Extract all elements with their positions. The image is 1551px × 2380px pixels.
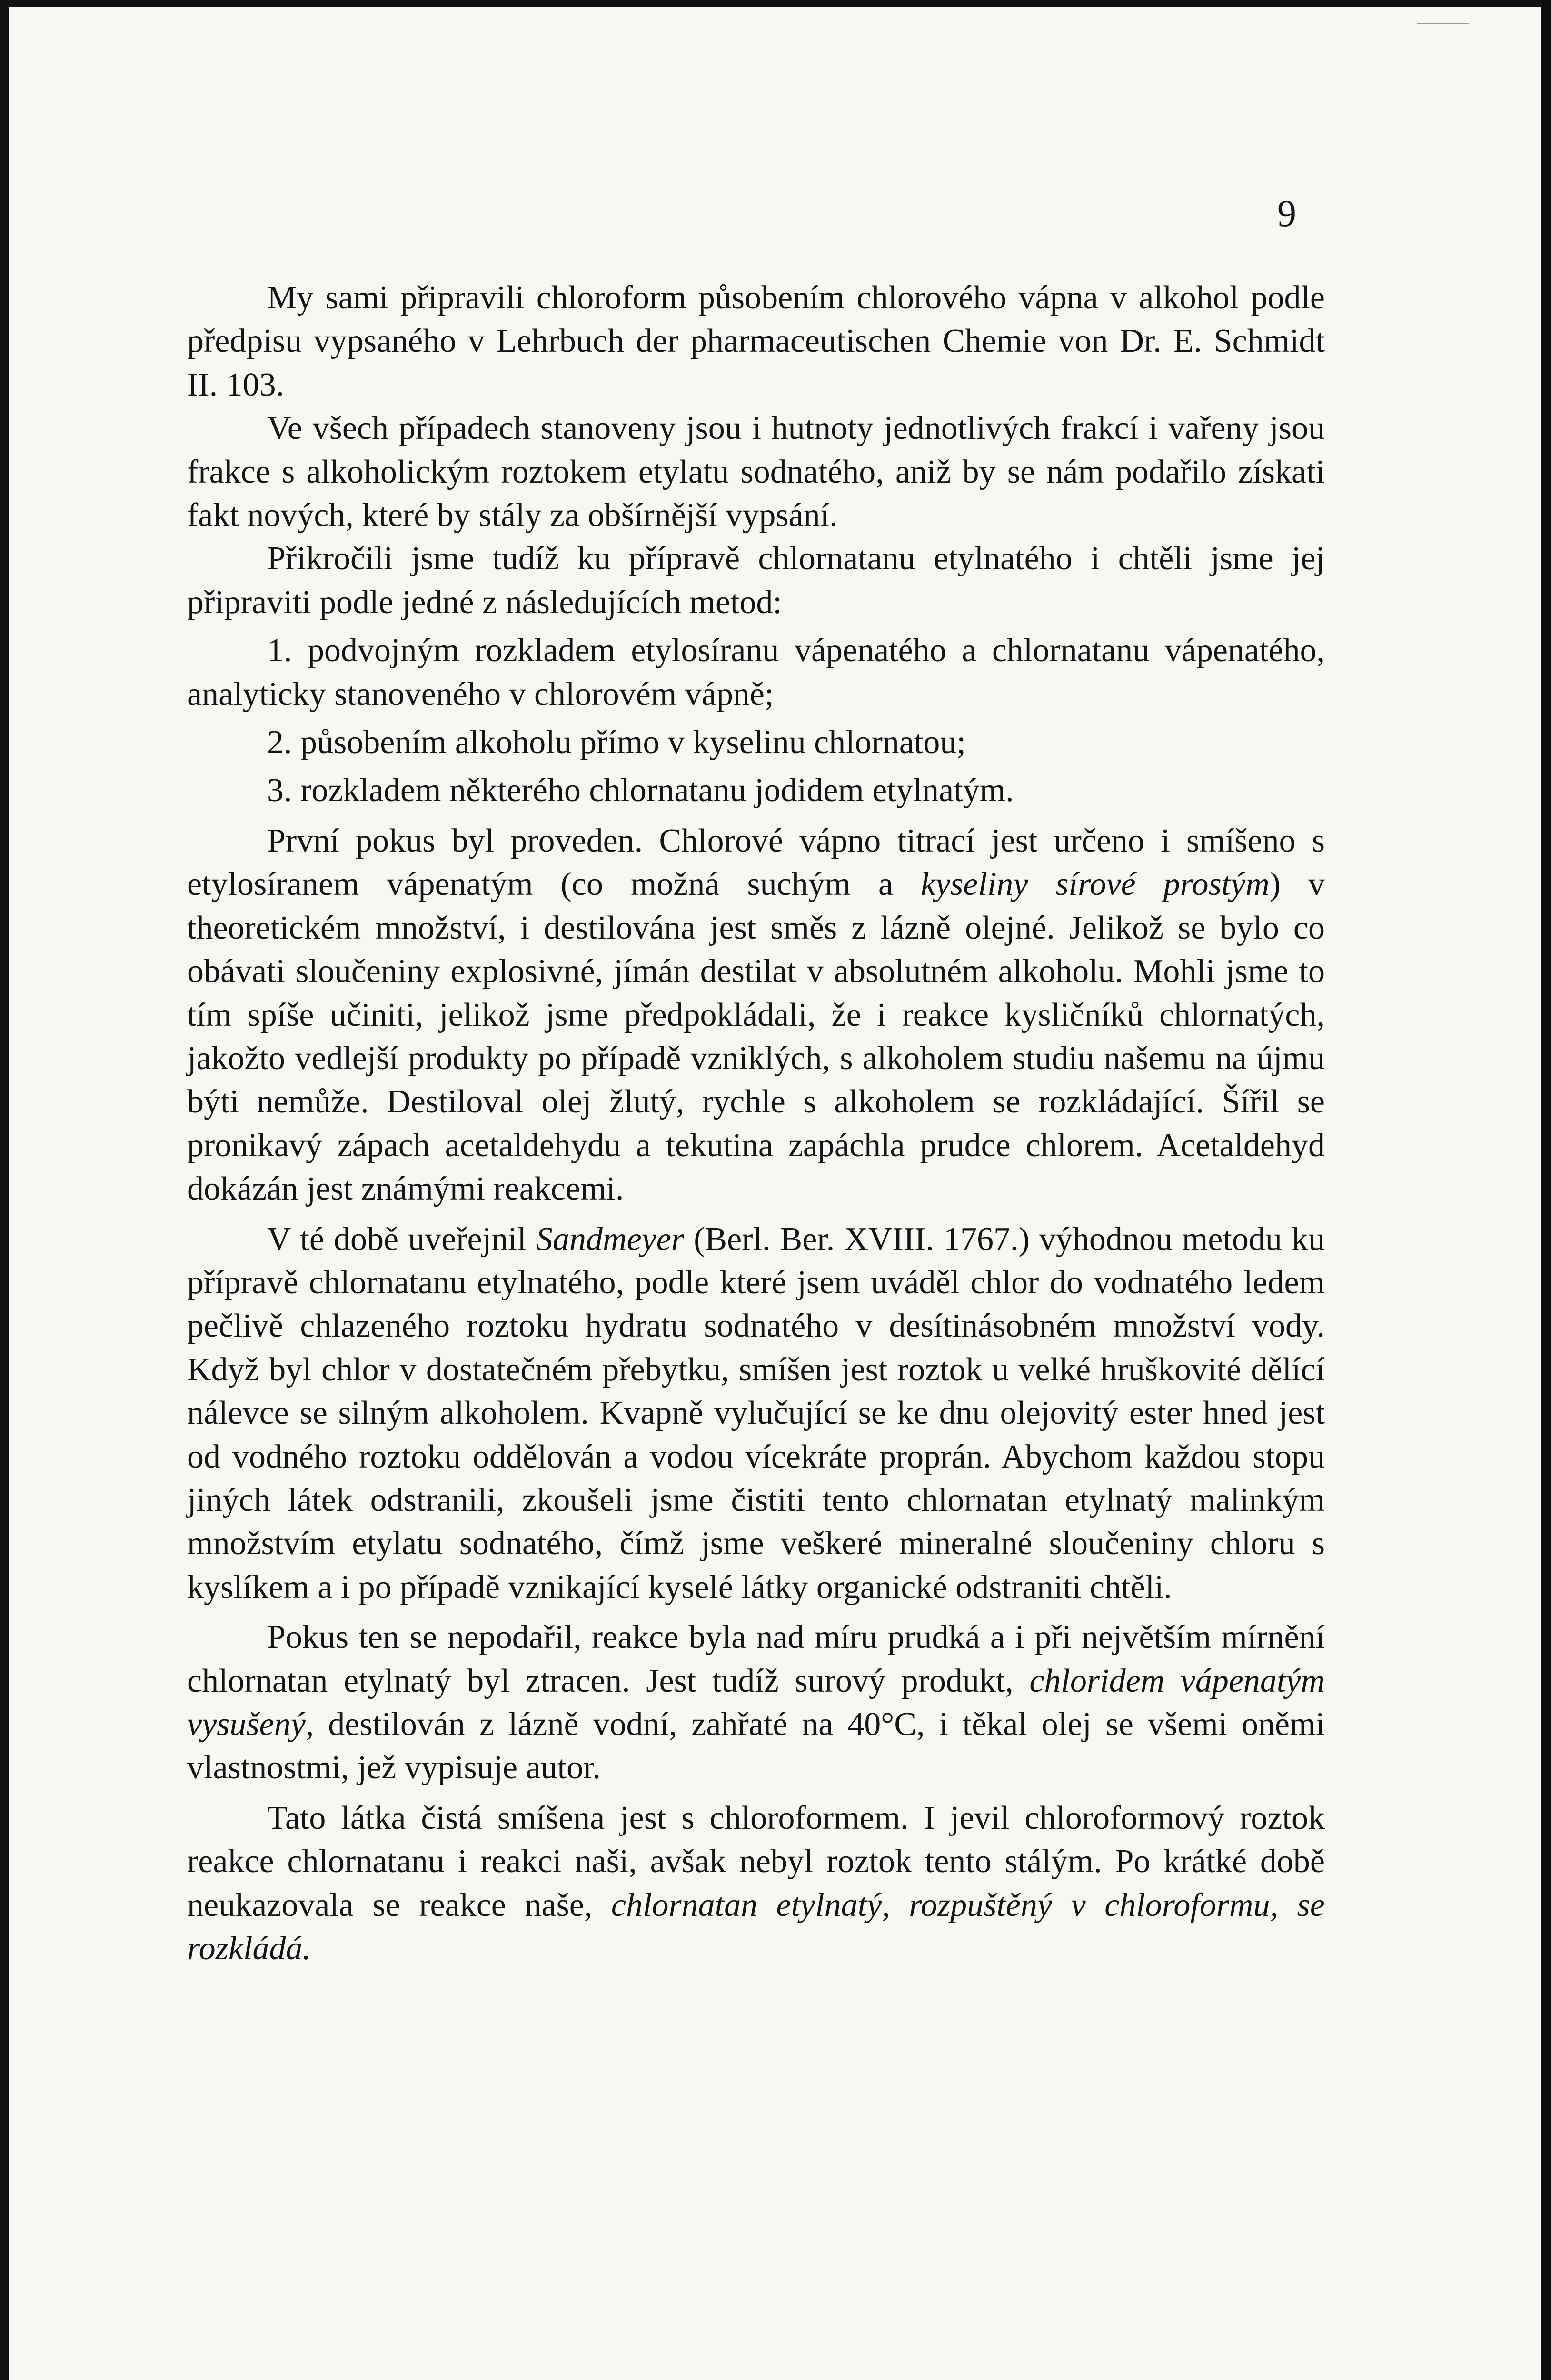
paragraph-failed-emphasis: chloridem vápenatým vysušený,	[187, 1662, 1325, 1743]
paragraph-first-attempt-emphasis: kyseliny sírové prostým	[921, 866, 1270, 903]
paragraph-sandmeyer-b: (Berl. Ber. XVIII. 1767.) výhodnou metodu ku přípravě chlornatanu etylnatého, podle které jsem uváděl chlor do vodnatého ledem pečlivě chlazeného roztoku hydratu sodnatého v desítinásobném množství vody. Když byl chlor v dostatečném přebytku, smíšen jest roztok u velké hruškovité dělící nálevce se silným alkoholem. Kvapně vylučující se ke dnu olejovitý ester hned jest od vodného roztoku oddělován a vodou vícekráte proprán. Abychom každou stopu jiných látek odstranili, zkoušeli jsme čistiti tento chlornatan etylnatý malinkým množstvím etylatu sodnatého, čímž jsme veškeré mineralné sloučeniny chloru s kyslíkem a i po případě vznikající kyselé látky organické odstraniti chtěli.	[187, 1220, 1325, 1606]
paragraph-first-attempt-b: ) v theoretickém množství, i destilována jest směs z lázně olejné. Jelikož se bylo co obávati sloučeniny explosivné, jímán destilat v absolutném alkoholu. Mohli jsme to tím spíše učiniti, jelikož jsme předpokládali, že i reakce kysličníků chlornatých, jakožto vedlejší produkty po případě vzniklých, s alkoholem studiu našemu na újmu býti nemůže. Destiloval olej žlutý, rychle s alkoholem se rozkládající. Šířil se pronikavý zápach acetaldehydu a tekutina zapáchla prudce chlorem. Acetaldehyd dokázán jest známými reakcemi.	[187, 866, 1325, 1208]
paragraph-first-attempt	[187, 819, 1325, 1211]
paragraph-sandmeyer-a: V té době uveřejnil	[267, 1220, 537, 1258]
paragraph-chloroform-prep: My sami připravili chloroform působením chlorového vápna v alkohol podle předpisu vypsaného v Lehrbuch der pharmaceutischen Chemie von Dr. E. Schmidt II. 103.	[187, 279, 1325, 403]
paragraph-sandmeyer-method	[187, 1218, 1325, 1609]
paragraph-chloroform-solution-emphasis: chlornatan etylnatý, rozpuštěný v chloroformu, se rozkládá.	[187, 1886, 1325, 1967]
method-item-2: 2. působením alkoholu přímo v kyselinu chlornatou;	[267, 724, 966, 761]
paragraph-chloroform-solution-a: Tato látka čistá smíšena jest s chloroformem. I jevil chloroformový roztok reakce chlornatanu i reakci naši, avšak nebyl roztok tento stálým. Po krátké době neukazovala se reakce naše,	[187, 1799, 1325, 1924]
paragraph-first-attempt-a: První pokus byl proveden. Chlorové vápno titrací jest určeno i smíšeno s etylosíranem vápenatým (co možná suchým a	[187, 822, 1325, 903]
paragraph-chloroform-solution	[187, 1796, 1325, 1971]
paragraph-methods-intro: Přikročili jsme tudíž ku přípravě chlornatanu etylnatého i chtěli jsme jej připraviti podle jedné z následujících metod:	[187, 540, 1325, 621]
method-item-3: 3. rozkladem některého chlornatanu jodidem etylnatým.	[267, 772, 1014, 809]
body-text	[187, 276, 1325, 1970]
paragraph-failed-b: destilován z lázně vodní, zahřaté na 40°C, i těkal olej se všemi oněmi vlastnostmi, jež vypisuje autor.	[187, 1706, 1325, 1786]
paragraph-failed-attempt	[187, 1616, 1325, 1790]
paragraph-fractions: Ve všech případech stanoveny jsou i hutnoty jednotlivých frakcí i vařeny jsou frakce s alkoholickým roztokem etylatu sodnatého, aniž by se nám podařilo získati fakt nových, které by stály za obšírnější vypsání.	[187, 410, 1325, 534]
method-item-1: 1. podvojným rozkladem etylosíranu vápenatého a chlornatanu vápenatého, analyticky stanoveného v chlorovém vápně;	[187, 632, 1325, 713]
author-name-sandmeyer: Sandmeyer	[536, 1220, 685, 1258]
page-number: 9	[1277, 193, 1296, 235]
paragraph-failed-a: Pokus ten se nepodařil, reakce byla nad míru prudká a i při největším mírnění chlornatan etylnatý byl ztracen. Jest tudíž surový produkt,	[187, 1619, 1325, 1699]
scan-edge-mark	[1417, 23, 1469, 24]
book-page	[9, 7, 1541, 2380]
scan-border	[1542, 0, 1551, 2380]
